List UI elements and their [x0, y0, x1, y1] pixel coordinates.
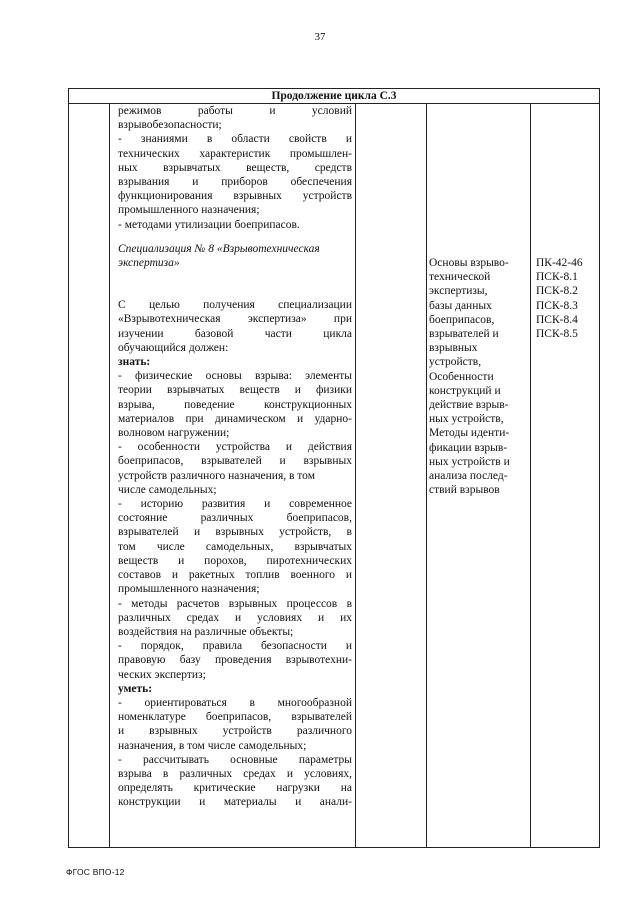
content-line: ческих экспертиз;: [118, 668, 206, 681]
content-line: - порядок, правила безопасности и: [118, 640, 352, 653]
content-line: [118, 232, 352, 242]
content-line: взрывания и приборов обеспечения: [118, 176, 352, 189]
column-divider: [426, 103, 427, 847]
content-line: промышленного назначения;: [118, 583, 260, 596]
content-line: - методы расчетов взрывных процессов в: [118, 597, 352, 610]
curriculum-table: [68, 88, 600, 848]
content-line: - знаниями в области свойств и: [118, 133, 352, 146]
module-line: взрывателей и: [429, 328, 499, 341]
module-line: фикации взрыв-: [429, 441, 508, 454]
content-line: теории взрывчатых веществ и физики: [118, 384, 352, 397]
competence-code: ПСК-8.2: [536, 285, 578, 298]
column-divider: [530, 103, 531, 847]
content-line: - ориентироваться в многообразной: [118, 696, 352, 709]
content-line: конструкции и материалы и анали-: [118, 796, 352, 809]
module-line: боеприпасов,: [429, 313, 495, 326]
content-line: взрывателей и взрывных устройств, в: [118, 526, 352, 539]
column-divider: [355, 103, 356, 847]
content-line: числе самодельных;: [118, 483, 217, 496]
module-line: Основы взрыво-: [429, 257, 509, 269]
content-line: и взрывных устройств различного: [118, 725, 352, 738]
content-line: назначения, в том числе самодельных;: [118, 739, 307, 752]
discipline-content-cell: [118, 104, 352, 810]
content-line: - особенности устройства и действия: [118, 441, 352, 454]
module-line: ных устройств и: [429, 455, 510, 468]
content-line: номенклатуре боеприпасов, взрывателей: [118, 711, 352, 724]
content-line: состояние различных боеприпасов,: [118, 512, 352, 525]
discipline-modules-cell: [429, 256, 529, 497]
content-line: [118, 270, 352, 298]
module-line: базы данных: [429, 299, 492, 312]
content-line: - физические основы взрыва: элементы: [118, 370, 352, 383]
content-line: - методами утилизации боеприпасов.: [118, 218, 300, 231]
competence-code: ПК-42-46: [536, 257, 583, 269]
content-line: взрыва в различных средах и условиях,: [118, 767, 352, 780]
content-line: экспертиза»: [118, 257, 180, 270]
competence-code: ПСК-8.4: [536, 313, 578, 326]
content-line: промышленного назначения;: [118, 204, 260, 217]
content-line: воздействия на различные объекты;: [118, 625, 294, 638]
content-line: режимов работы и условий: [118, 105, 352, 117]
table-header: Продолжение цикла С.3: [69, 89, 599, 104]
competence-code: ПСК-8.5: [536, 328, 578, 341]
content-line: взрыва, поведение конструкционных: [118, 398, 352, 411]
module-line: Особенности: [429, 370, 494, 383]
content-line: технических характеристик промышлен-: [118, 147, 352, 160]
column-divider: [109, 103, 110, 847]
content-line: боеприпасов, взрывателей и взрывных: [118, 455, 352, 468]
content-line: веществ и порохов, пиротехнических: [118, 554, 352, 567]
content-line: волновом нагружении;: [118, 427, 230, 440]
competence-codes-cell: [536, 256, 596, 341]
content-line: составов и ракетных топлив военного и: [118, 569, 352, 582]
content-line: С целью получения специализации: [118, 299, 352, 312]
module-line: устройств,: [429, 356, 482, 369]
content-line: различных средах и условиях и их: [118, 611, 352, 624]
content-line: функционирования взрывных устройств: [118, 190, 352, 203]
content-line: Специализация № 8 «Взрывотехническая: [118, 242, 320, 255]
content-line: изучении базовой части цикла: [118, 327, 352, 340]
content-line: уметь:: [118, 682, 153, 695]
content-line: - историю развития и современное: [118, 498, 352, 511]
page-number: 37: [314, 31, 326, 43]
competence-code: ПСК-8.1: [536, 271, 578, 284]
module-line: технической: [429, 271, 491, 284]
module-line: конструкций и: [429, 384, 501, 397]
content-line: знать:: [118, 356, 151, 369]
competence-code: ПСК-8.3: [536, 299, 578, 312]
content-line: «Взрывотехническая экспертиза» при: [118, 313, 352, 326]
module-line: анализа послед-: [429, 470, 508, 483]
module-line: действие взрыв-: [429, 399, 509, 412]
content-line: - рассчитывать основные параметры: [118, 753, 352, 766]
content-line: взрывобезопасности;: [118, 119, 222, 132]
content-line: материалов при динамическом и ударно-: [118, 412, 352, 425]
content-line: определять критические нагрузки на: [118, 782, 352, 795]
content-line: том числе самодельных, взрывчатых: [118, 540, 352, 553]
content-line: обучающийся должен:: [118, 341, 229, 354]
footer-standard: ФГОС ВПО-12: [66, 867, 125, 877]
module-line: ных устройств,: [429, 413, 504, 426]
module-line: экспертизы,: [429, 285, 488, 298]
module-line: Методы иденти-: [429, 427, 510, 440]
content-line: правовую базу проведения взрывотехни-: [118, 654, 352, 667]
module-line: ствий взрывов: [429, 484, 500, 497]
content-line: ных взрывчатых веществ, средств: [118, 161, 352, 174]
module-line: взрывных: [429, 342, 478, 355]
content-line: устройств различного назначения, в том: [118, 469, 315, 482]
